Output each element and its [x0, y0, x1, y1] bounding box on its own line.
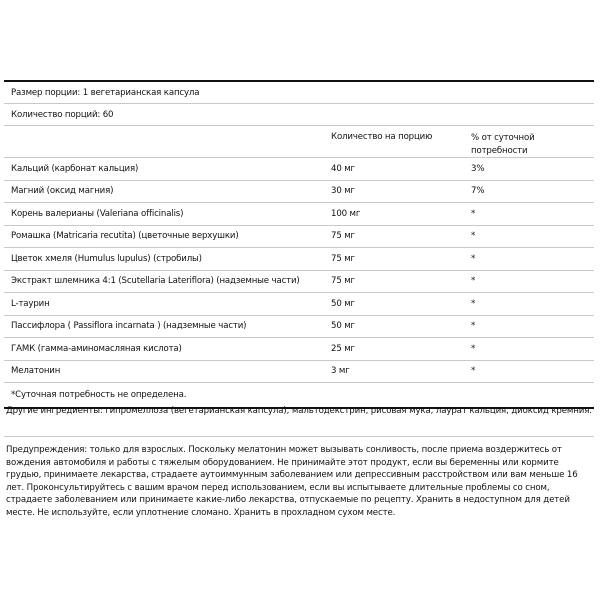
- other-ingredients: Другие ингредиенты: гипромеллоза (вегетарианская капсула), мальтодекстрин, рисовая мука, лаурат кальция, диоксид кремния.: [6, 406, 592, 416]
- ingredient-amount: 30 мг: [331, 186, 355, 197]
- ingredient-name: Пассифлора ( Passiflora incarnata ) (надземные части): [11, 321, 247, 332]
- header-daily-value: [471, 132, 594, 158]
- table-row: [4, 361, 594, 384]
- ingredient-dv: *: [471, 343, 476, 354]
- serving-size-text: Размер порции: 1 вегетарианская капсула: [11, 87, 200, 98]
- ingredient-amount: 75 мг: [331, 276, 355, 287]
- table-row: [4, 316, 594, 339]
- ingredient-amount: 100 мг: [331, 208, 361, 219]
- table-row: [4, 226, 594, 249]
- servings-row: [4, 104, 594, 126]
- table-row: [4, 203, 594, 226]
- ingredient-amount: 40 мг: [331, 163, 355, 174]
- table-row: [4, 248, 594, 271]
- ingredient-dv: *: [471, 298, 476, 309]
- header-dv-line1: % от суточной: [471, 133, 535, 143]
- ingredient-name: Цветок хмеля (Humulus lupulus) (стробилы): [11, 253, 202, 264]
- ingredient-dv: 7%: [471, 186, 485, 197]
- ingredient-amount: 75 мг: [331, 231, 355, 242]
- ingredient-dv: *: [471, 321, 476, 332]
- serving-size-row: [4, 82, 594, 104]
- table-row: [4, 338, 594, 361]
- ingredient-amount: 50 мг: [331, 321, 355, 332]
- ingredient-dv: *: [471, 366, 476, 377]
- footnote-row: [4, 383, 594, 407]
- ingredient-dv: *: [471, 208, 476, 219]
- ingredient-name: Экстракт шлемника 4:1 (Scutellaria Lateriflora) (надземные части): [11, 276, 300, 287]
- header-dv-line2: потребности: [471, 146, 528, 156]
- ingredient-name: Ромашка (Matricaria recutita) (цветочные верхушки): [11, 231, 239, 242]
- supplement-facts-table: [4, 80, 594, 409]
- ingredient-amount: 3 мг: [331, 366, 350, 377]
- ingredient-amount: 25 мг: [331, 343, 355, 354]
- ingredient-name: L-таурин: [11, 298, 50, 309]
- ingredient-amount: 75 мг: [331, 253, 355, 264]
- ingredient-name: Мелатонин: [11, 366, 61, 377]
- ingredient-dv: 3%: [471, 163, 485, 174]
- table-row: [4, 158, 594, 181]
- warnings: Предупреждения: только для взрослых. Поскольку мелатонин может вызывать сонливость, после приема воздержитесь от вождения автомобиля и работы с тяжелым оборудованием. Не принимайте этот продукт, если вы беременны или кормите грудью, принимаете лекарства, страдаете аутоиммунным заболеванием или депрессивным расстройством или вам меньше 16 лет. Проконсультируйтесь с вашим врачом перед использованием, если вы испытываете длительные проблемы со сном, страдаете заболеванием или принимаете какие-либо лекарства, отпускаемые по рецепту. Хранить в недоступном для детей месте. Не используйте, если уплотнение сломано. Хранить в прохладном сухом месте.: [6, 445, 578, 518]
- servings-text: Количество порций: 60: [11, 109, 114, 120]
- table-row: [4, 293, 594, 316]
- table-header-row: [4, 126, 594, 158]
- ingredient-amount: 50 мг: [331, 298, 355, 309]
- table-row: [4, 271, 594, 294]
- ingredient-name: Магний (оксид магния): [11, 186, 114, 197]
- ingredient-name: ГАМК (гамма-аминомасляная кислота): [11, 343, 182, 354]
- ingredient-name: Кальций (карбонат кальция): [11, 163, 139, 174]
- divider: [4, 436, 594, 437]
- ingredient-name: Корень валерианы (Valeriana officinalis): [11, 208, 184, 219]
- ingredient-dv: *: [471, 276, 476, 287]
- ingredient-dv: *: [471, 231, 476, 242]
- footnote-text: *Суточная потребность не определена.: [11, 390, 187, 400]
- header-amount: Количество на порцию: [331, 132, 433, 142]
- ingredient-dv: *: [471, 253, 476, 264]
- table-row: [4, 181, 594, 204]
